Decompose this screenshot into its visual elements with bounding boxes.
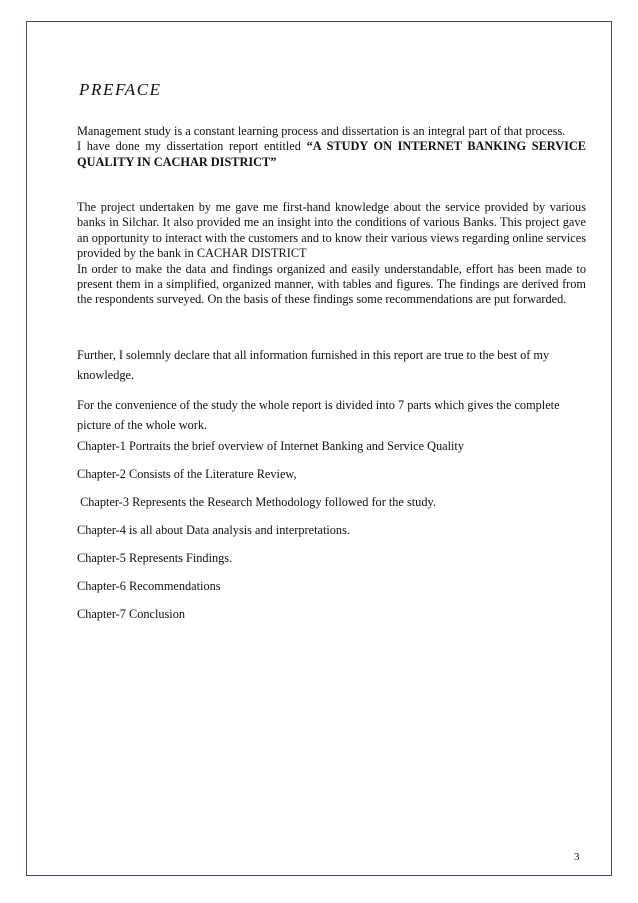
chapter-item-4: Chapter-4 is all about Data analysis and interpretations. [77,523,350,537]
report-prefix: I have done my dissertation report entitled [77,139,307,154]
findings-text: In order to make the data and findings organized and easily understandable, effort has been made to present them in a simplified, organized manner, with tables and figures. The findings are derived from the respondents surveyed. On the basis of these findings some recommendations are put forwarded. [77,261,586,307]
chapter-item-6: Chapter-6 Recommendations [77,579,221,593]
intro-paragraph [77,124,586,170]
intro-text: Management study is a constant learning process and dissertation is an integral part of that process. [77,124,566,138]
chapter-item-7: Chapter-7 Conclusion [77,607,186,621]
chapter-item-2: Chapter-2 Consists of the Literature Review, [77,467,297,481]
declaration-paragraph: Further, I solemnly declare that all information furnished in this report are true to the best of my knowledge. [77,348,550,382]
convenience-paragraph: For the convenience of the study the whole report is divided into 7 parts which gives the complete picture of the whole work. [77,398,560,432]
project-paragraph [77,200,586,308]
report-title: “A STUDY ON INTERNET BANKING SERVICE QUALITY IN CACHAR DISTRICT” [77,139,586,169]
page-number: 3 [574,851,580,863]
chapter-item-3: Chapter-3 Represents the Research Methodology followed for the study. [77,495,436,509]
chapter-item-1: Chapter-1 Portraits the brief overview of Internet Banking and Service Quality [77,439,464,453]
chapter-item-5: Chapter-5 Represents Findings. [77,551,233,565]
page-title: PREFACE [79,80,162,99]
project-text: The project undertaken by me gave me first-hand knowledge about the service provided by various banks in Silchar. It also provided me an insight into the conditions of various Banks. This project gave an opportunity to interact with the customers and to know their various views regarding online services provided by the bank in CACHAR DISTRICT [77,200,586,261]
